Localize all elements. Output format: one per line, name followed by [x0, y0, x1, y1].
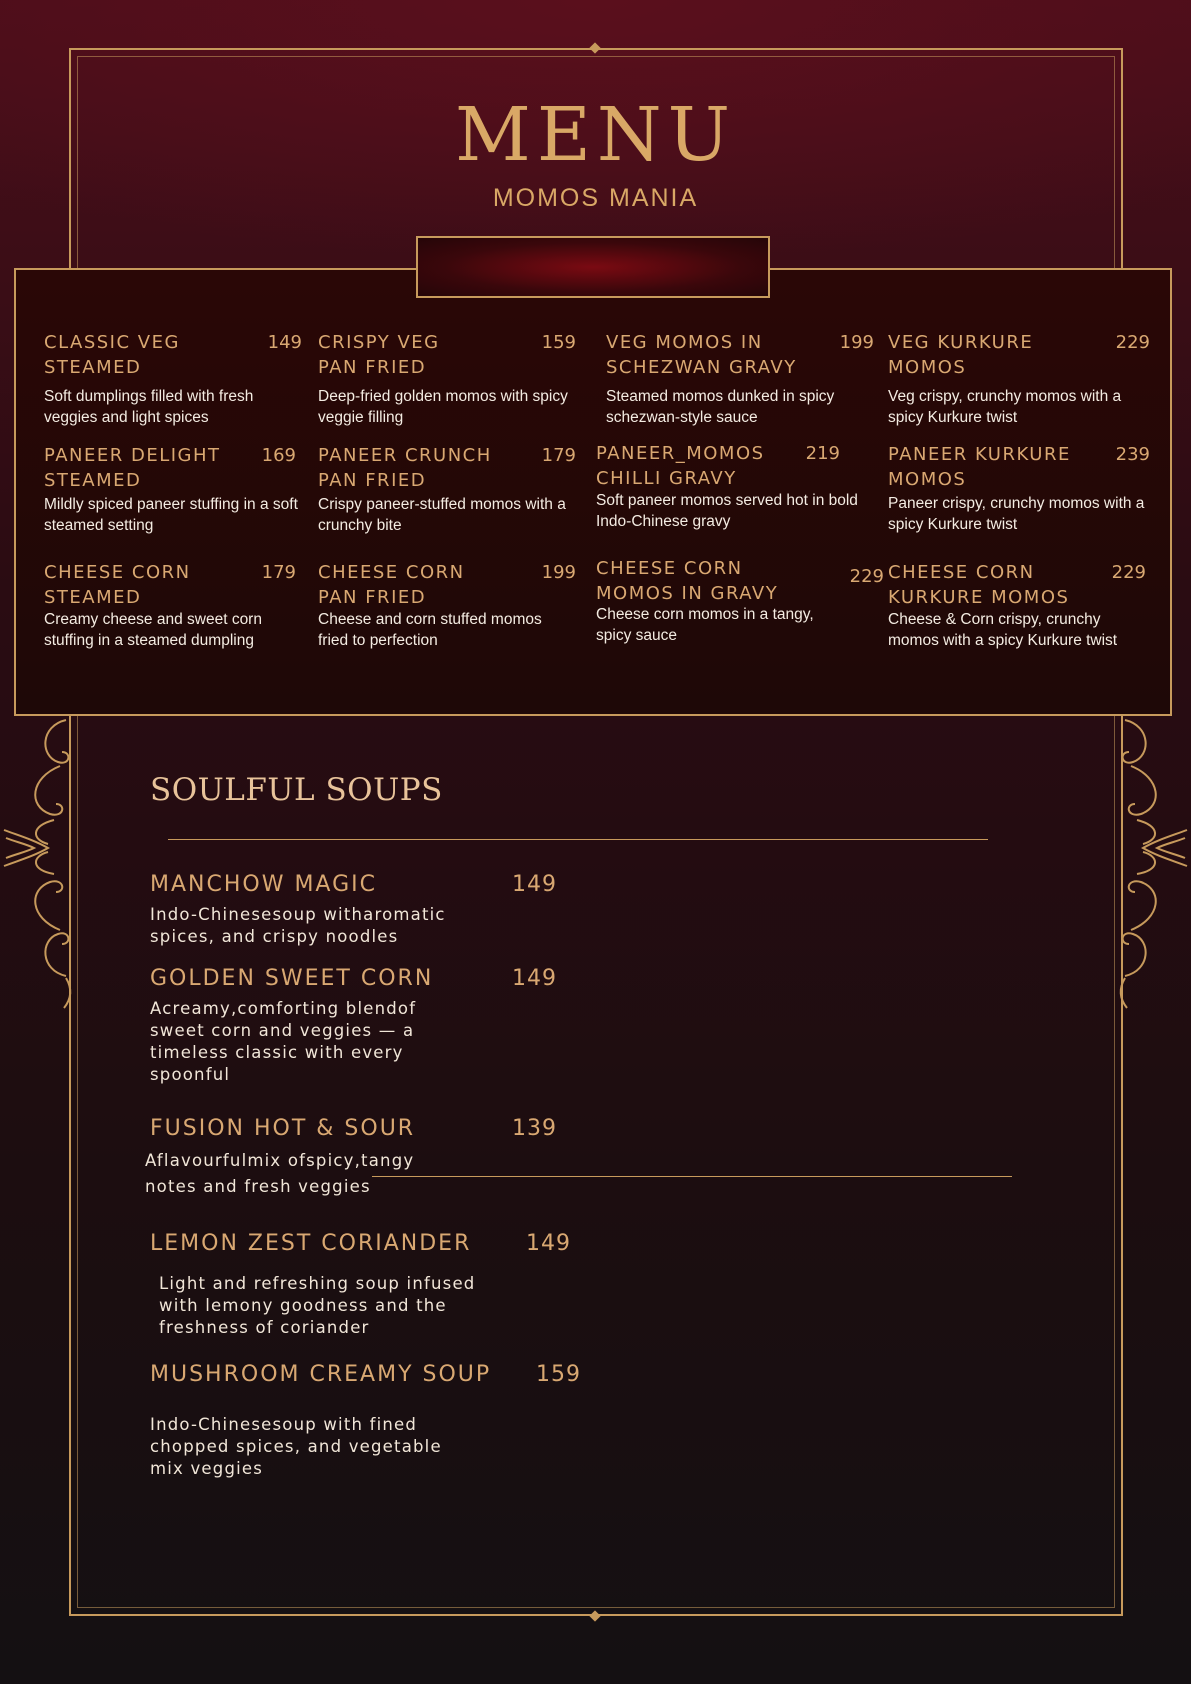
item-price: 149 — [267, 332, 302, 353]
soups-divider-lower — [372, 1176, 1012, 1177]
soup-name: LEMON ZEST CORIANDER — [150, 1231, 472, 1256]
soup-name: FUSION HOT & SOUR — [150, 1116, 416, 1141]
item-name: CHEESE CORN MOMOS IN GRAVY — [596, 558, 779, 604]
soup-price: 149 — [526, 1231, 571, 1256]
item-price: 159 — [541, 332, 576, 353]
item-name: CHEESE CORN STEAMED — [44, 562, 191, 608]
item-price: 229 — [1115, 332, 1150, 353]
soup-description: Indo-Chinesesoup with fined chopped spices, and vegetable mix veggies — [150, 1415, 442, 1478]
soup-description: Acreamy,comforting blendof sweet corn and veggies — a timeless classic with every spoonful — [150, 999, 417, 1084]
soup-name: GOLDEN SWEET CORN — [150, 966, 434, 991]
item-price: 199 — [839, 332, 874, 353]
item-description: Crispy paneer-stuffed momos with a crunchy bite — [318, 496, 566, 534]
soup-name: MANCHOW MAGIC — [150, 872, 377, 897]
item-name: CRISPY VEG PAN FRIED — [318, 332, 440, 378]
item-description: Steamed momos dunked in spicy schezwan-style sauce — [606, 388, 835, 426]
soup-description: Light and refreshing soup infused with lemony goodness and the freshness of coriander — [159, 1274, 476, 1337]
frame-diamond-bottom — [589, 1610, 600, 1621]
soups-divider — [168, 839, 988, 840]
soup-description: Indo-Chinesesoup witharomatic spices, and crispy noodles — [150, 905, 446, 946]
menu-subtitle: MOMOS MANIA — [492, 184, 699, 212]
item-description: Paneer crispy, crunchy momos with a spicy Kurkure twist — [888, 495, 1145, 533]
item-name: PANEER DELIGHT STEAMED — [44, 445, 221, 491]
item-name: CHEESE CORN PAN FRIED — [318, 562, 465, 608]
scroll-flourish-left-icon — [0, 716, 80, 1016]
soup-price: 139 — [512, 1116, 557, 1141]
item-price: 219 — [805, 443, 840, 464]
item-description: Cheese corn momos in a tangy, spicy sauce — [596, 606, 814, 644]
item-price: 229 — [1111, 562, 1146, 583]
soups-section-title: SOULFUL SOUPS — [150, 772, 443, 808]
item-description: Deep-fried golden momos with spicy veggie filling — [318, 388, 568, 426]
item-name: VEG KURKURE MOMOS — [888, 332, 1034, 378]
soup-price: 149 — [512, 966, 557, 991]
item-name: PANEER CRUNCH PAN FRIED — [318, 445, 492, 491]
menu-title: MENU — [455, 92, 736, 178]
item-price: 239 — [1115, 444, 1150, 465]
soup-price: 159 — [536, 1362, 581, 1387]
item-price: 199 — [541, 562, 576, 583]
item-name: PANEER KURKURE MOMOS — [888, 444, 1071, 490]
item-description: Veg crispy, crunchy momos with a spicy Kurkure twist — [888, 388, 1122, 426]
momos-panel — [14, 268, 1172, 716]
item-description: Cheese & Corn crispy, crunchy momos with a spicy Kurkure twist — [888, 611, 1118, 649]
item-description: Cheese and corn stuffed momos fried to perfection — [318, 611, 542, 649]
header-tab — [416, 236, 770, 298]
frame-diamond-top — [589, 42, 600, 53]
item-description: Soft dumplings filled with fresh veggies and light spices — [44, 388, 254, 426]
scroll-flourish-right-icon — [1111, 716, 1191, 1016]
item-price: 179 — [261, 562, 296, 583]
item-price: 179 — [541, 445, 576, 466]
soup-description: Aflavourfulmix ofspicy,tangy notes and fresh veggies — [145, 1151, 415, 1196]
item-name: VEG MOMOS IN SCHEZWAN GRAVY — [606, 332, 797, 378]
item-description: Mildly spiced paneer stuffing in a soft steamed setting — [44, 496, 298, 534]
item-name: CLASSIC VEG STEAMED — [44, 332, 180, 378]
item-description: Soft paneer momos served hot in bold Indo-Chinese gravy — [596, 492, 858, 530]
soup-price: 149 — [512, 872, 557, 897]
item-description: Creamy cheese and sweet corn stuffing in a steamed dumpling — [44, 611, 262, 649]
soup-name: MUSHROOM CREAMY SOUP — [150, 1362, 492, 1387]
item-price: 229 — [849, 566, 884, 587]
item-name: PANEER_MOMOS CHILLI GRAVY — [596, 443, 765, 489]
item-name: CHEESE CORN KURKURE MOMOS — [888, 562, 1070, 608]
item-price: 169 — [261, 445, 296, 466]
